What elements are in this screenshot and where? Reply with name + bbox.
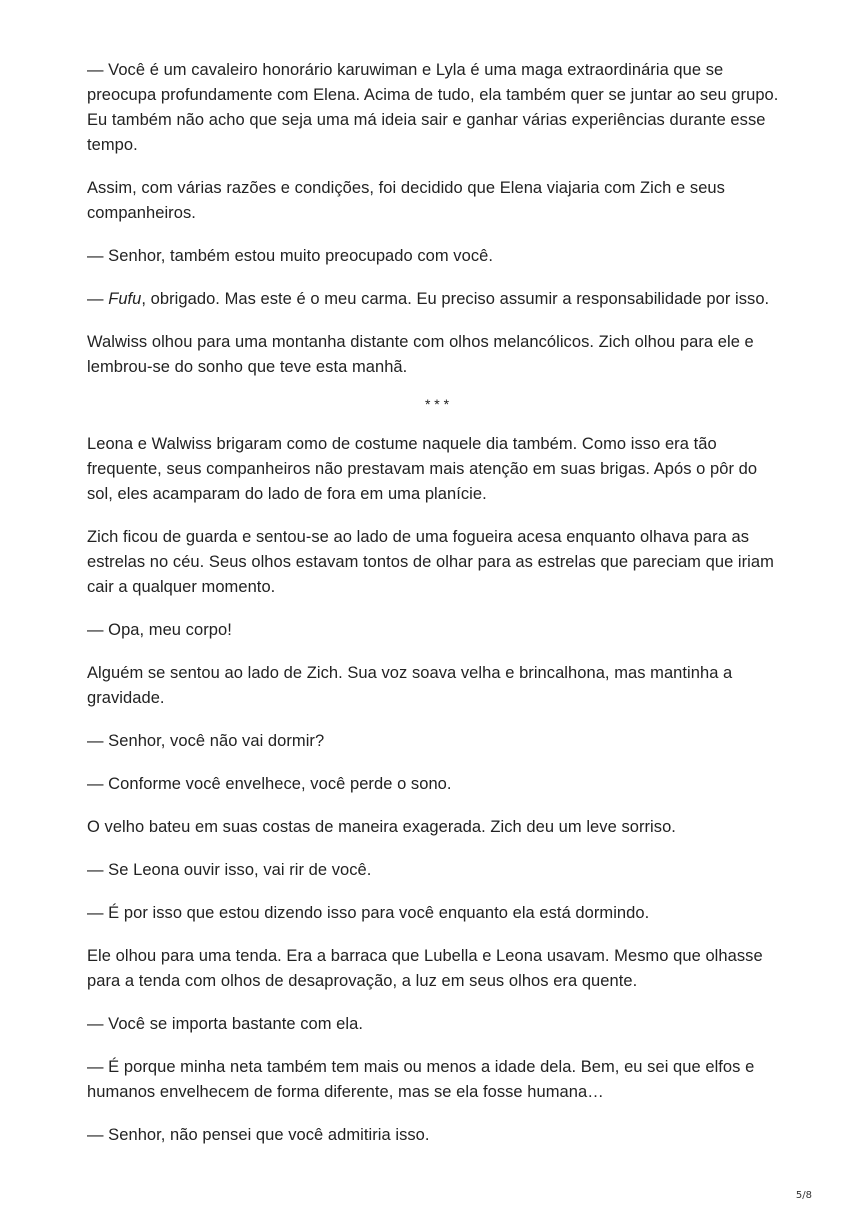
page-number: 5/8 bbox=[795, 1190, 812, 1201]
paragraph: — Senhor, você não vai dormir? bbox=[87, 732, 325, 750]
paragraph: — É porque minha neta também tem mais ou menos a idade dela. Bem, eu sei que elfos e humanos envelhecem de forma diferente, mas se ela fosse humana… bbox=[87, 1058, 755, 1101]
paragraph: O velho bateu em suas costas de maneira exagerada. Zich deu um leve sorriso. bbox=[87, 818, 676, 836]
dialogue-dash: — bbox=[87, 290, 109, 308]
paragraph: — Senhor, não pensei que você admitiria isso. bbox=[87, 1126, 430, 1144]
paragraph: Alguém se sentou ao lado de Zich. Sua voz soava velha e brincalhona, mas mantinha a gravidade. bbox=[87, 664, 733, 707]
section-separator: * * * bbox=[424, 396, 450, 412]
paragraph: — Você é um cavaleiro honorário karuwiman e Lyla é uma maga extraordinária que se preocupa profundamente com Elena. Acima de tudo, ela também quer se juntar ao seu grupo. Eu também não acho que seja uma má ideia sair e ganhar várias experiências durante esse tempo. bbox=[87, 61, 779, 154]
paragraph: — Você se importa bastante com ela. bbox=[87, 1015, 363, 1033]
paragraph: — Se Leona ouvir isso, vai rir de você. bbox=[87, 861, 372, 879]
paragraph: Assim, com várias razões e condições, foi decidido que Elena viajaria com Zich e seus companheiros. bbox=[87, 179, 725, 222]
paragraph: Ele olhou para uma tenda. Era a barraca que Lubella e Leona usavam. Mesmo que olhasse para a tenda com olhos de desaprovação, a luz em seus olhos era quente. bbox=[87, 947, 763, 990]
paragraph: — É por isso que estou dizendo isso para você enquanto ela está dormindo. bbox=[87, 904, 650, 922]
paragraph: — Conforme você envelhece, você perde o sono. bbox=[87, 775, 452, 793]
paragraph: Leona e Walwiss brigaram como de costume naquele dia também. Como isso era tão frequente, seus companheiros não prestavam mais atenção em suas brigas. Após o pôr do sol, eles acamparam do lado de fora em uma planície. bbox=[87, 435, 758, 503]
paragraph: Walwiss olhou para uma montanha distante com olhos melancólicos. Zich olhou para ele e lembrou-se do sonho que teve esta manhã. bbox=[87, 333, 754, 376]
paragraph: — Senhor, também estou muito preocupado com você. bbox=[87, 247, 493, 265]
paragraph-rest: , obrigado. Mas este é o meu carma. Eu preciso assumir a responsabilidade por isso. bbox=[141, 290, 770, 308]
italic-word: Fufu bbox=[108, 290, 142, 308]
paragraph: — Opa, meu corpo! bbox=[87, 621, 232, 639]
paragraph bbox=[87, 287, 787, 312]
paragraph: Zich ficou de guarda e sentou-se ao lado de uma fogueira acesa enquanto olhava para as estrelas no céu. Seus olhos estavam tontos de olhar para as estrelas que pareciam que iriam cair a qualquer momento. bbox=[87, 528, 774, 596]
document-body bbox=[87, 58, 787, 1166]
